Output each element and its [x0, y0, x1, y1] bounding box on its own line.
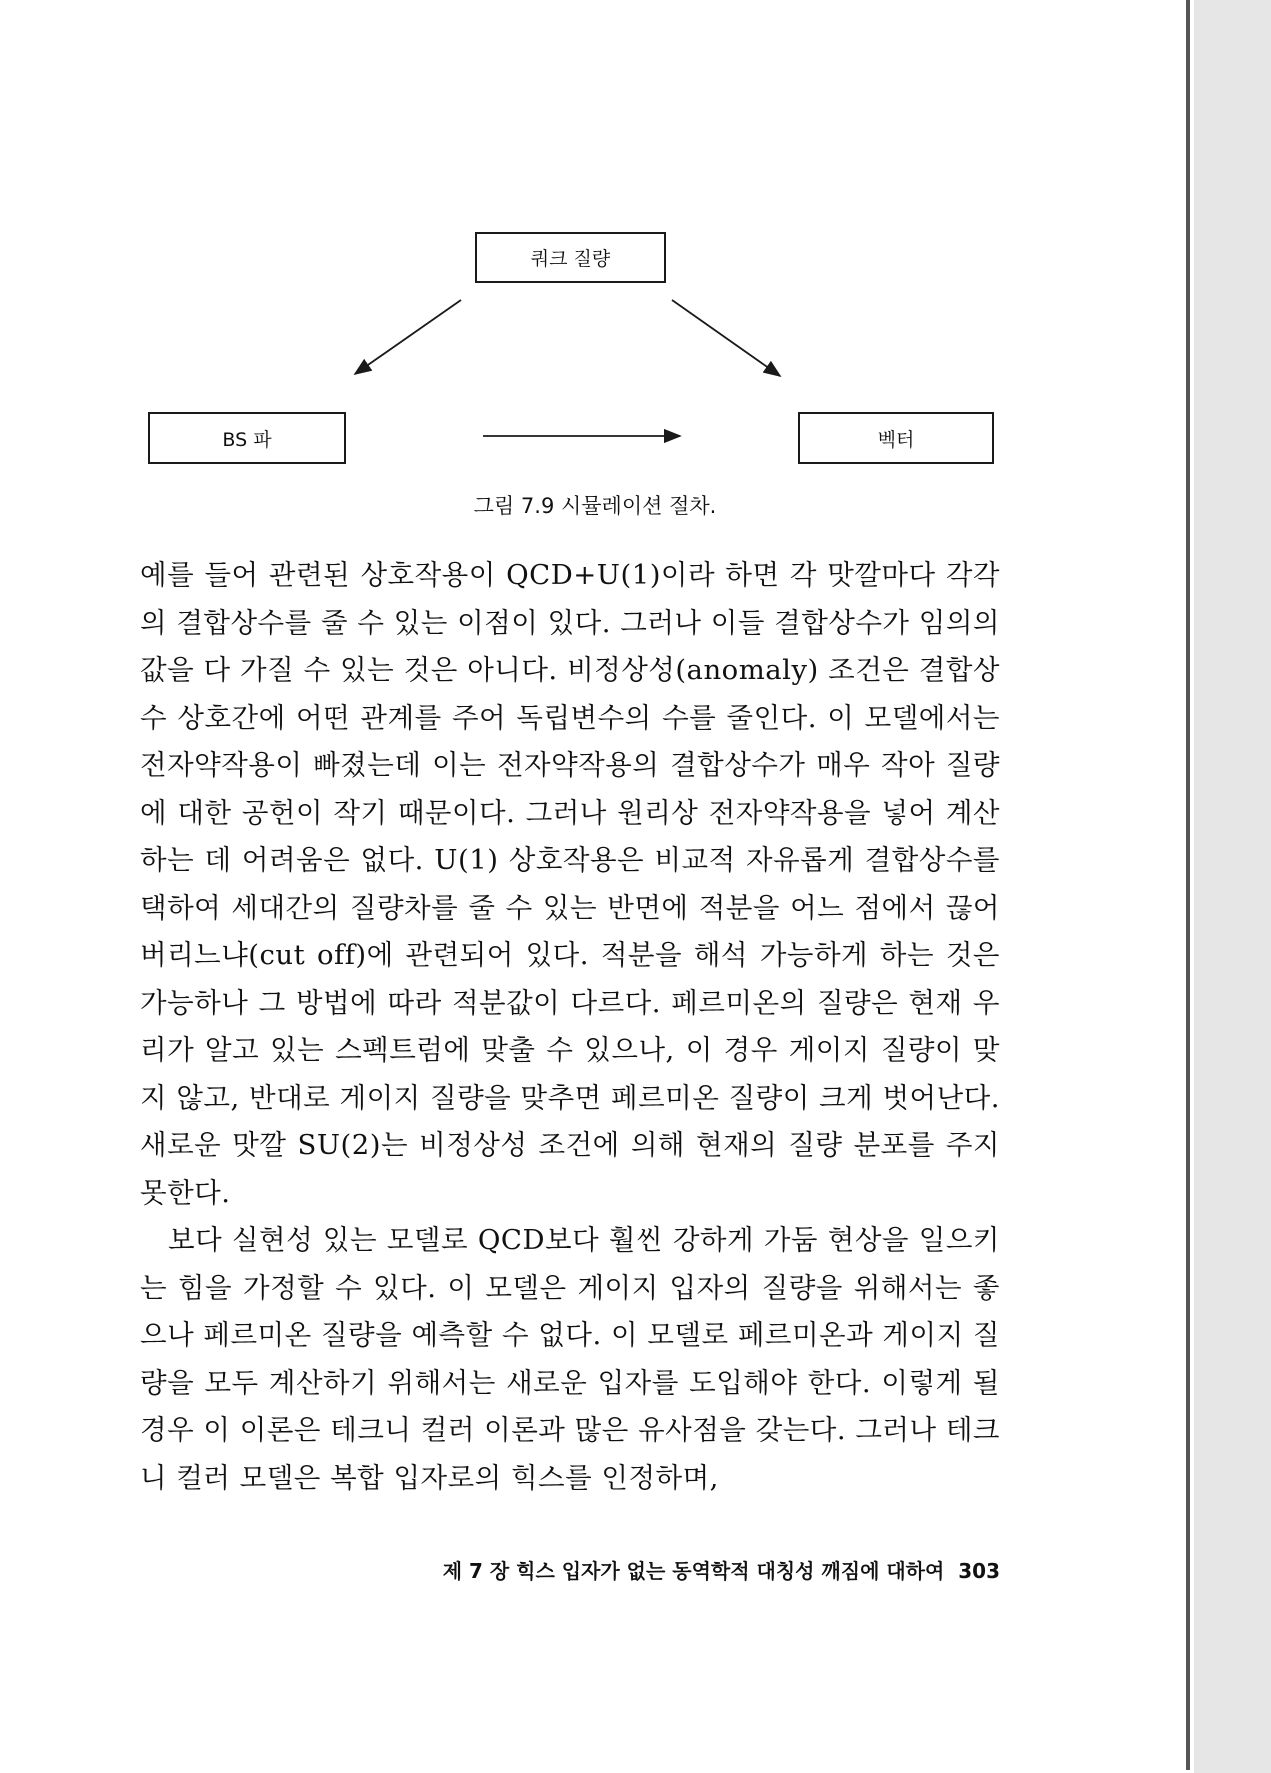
- bs-wave-box: BS 파: [148, 412, 346, 464]
- arrow-to-vector: [672, 300, 780, 376]
- chapter-title: 제 7 장 힉스 입자가 없는 동역학적 대칭성 깨짐에 대하여: [442, 1559, 945, 1583]
- arrow-to-bs: [355, 300, 461, 374]
- page-footer: [330, 1555, 1000, 1584]
- paragraph-2: 보다 실현성 있는 모델로 QCD보다 훨씬 강하게 가둠 현상을 일으키는 힘을 가정할 수 있다. 이 모델은 게이지 입자의 질량을 위해서는 좋으나 페르미온 질량을 예측할 수 없다. 이 모델로 페르미온과 게이지 질량을 모두 계산하기 위해서는 새로운 입자를 도입해야 한다. 이렇게 될 경우 이 이론은 테크니 컬러 이론과 많은 유사점을 갖는다. 그러나 테크니 컬러 모델은 복합 입자로의 힉스를 인정하며,: [140, 1224, 1000, 1494]
- quark-mass-box: 쿼크 질량: [475, 232, 666, 283]
- page-background-margin: [1194, 0, 1271, 1773]
- vector-box: 벡터: [798, 412, 994, 464]
- body-text: [140, 552, 1000, 1502]
- paragraph-1: 예를 들어 관련된 상호작용이 QCD+U(1)이라 하면 각 맛깔마다 각각의 결합상수를 줄 수 있는 이점이 있다. 그러나 이들 결합상수가 임의의 값을 다 가질 수 있는 것은 아니다. 비정상성(anomaly) 조건은 결합상수 상호간에 어떤 관계를 주어 독립변수의 수를 줄인다. 이 모델에서는 전자약작용이 빠졌는데 이는 전자약작용의 결합상수가 매우 작아 질량에 대한 공헌이 작기 때문이다. 그러나 원리상 전자약작용을 넣어 계산하는 데 어려움은 없다. U(1) 상호작용은 비교적 자유롭게 결합상수를 택하여 세대간의 질량차를 줄 수 있는 반면에 적분을 어느 점에서 끊어버리느냐(cut off)에 관련되어 있다. 적분을 해석 가능하게 하는 것은 가능하나 그 방법에 따라 적분값이 다르다. 페르미온의 질량은 현재 우리가 알고 있는 스펙트럼에 맞출 수 있으나, 이 경우 게이지 질량이 맞지 않고, 반대로 게이지 질량을 맞추면 페르미온 질량이 크게 벗어난다. 새로운 맛깔 SU(2)는 비정상성 조건에 의해 현재의 질량 분포를 주지 못한다.: [140, 559, 1000, 1209]
- figure-caption: 그림 7.9 시뮬레이션 절차.: [473, 494, 717, 518]
- page-number: 303: [958, 1559, 1000, 1583]
